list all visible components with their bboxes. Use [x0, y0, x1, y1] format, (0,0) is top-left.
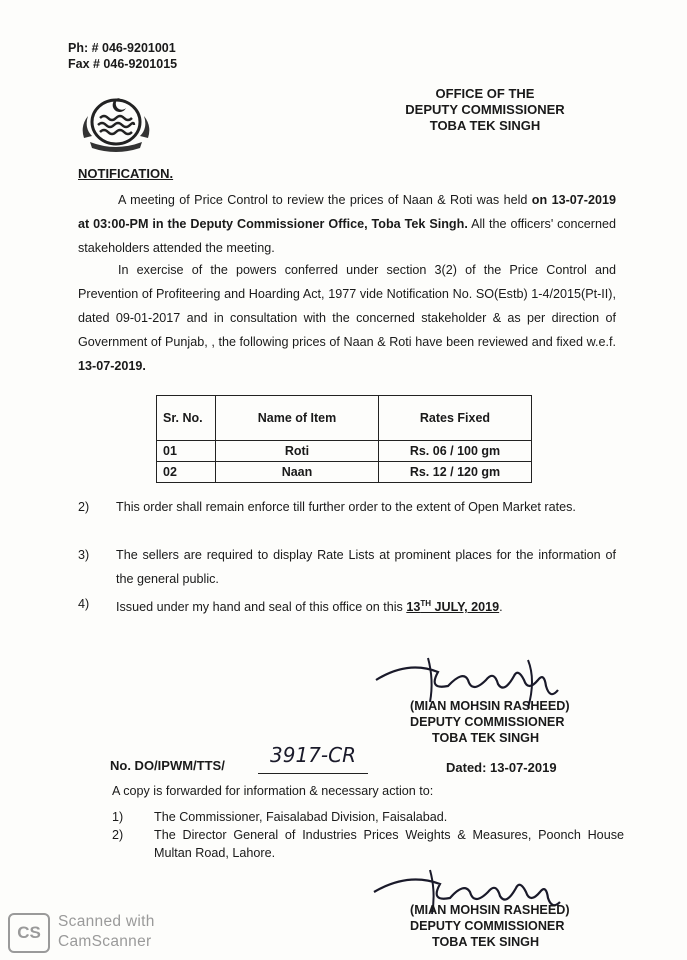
item-number: 3) [78, 548, 90, 562]
office-line-1: OFFICE OF THE [435, 86, 535, 101]
header-rates-fixed: Rates Fixed [379, 396, 532, 441]
item-number: 2) [78, 500, 90, 514]
paragraph-meeting [78, 188, 616, 260]
copy-forwarded-line: A copy is forwarded for information & necessary action to: [112, 784, 434, 798]
punjab-emblem-icon [70, 92, 162, 154]
item-text: This order shall remain enforce till further order to the extent of Open Market rates. [116, 500, 576, 514]
header-sr-no: Sr. No. [157, 396, 216, 441]
signatory-designation: DEPUTY COMMISSIONER [410, 715, 565, 729]
list-item [78, 495, 618, 545]
para2-effective-date: 13-07-2019. [78, 359, 146, 373]
item-number: 2) [112, 828, 124, 842]
list-item [78, 592, 618, 618]
camscanner-logo-icon: CS [8, 913, 50, 953]
para1-part-a: A meeting of Price Control to review the prices of Naan & Roti was held [118, 193, 528, 207]
signatory-name: (MIAN MOHSIN RASHEED) [410, 903, 570, 917]
item-number: 4) [78, 597, 90, 611]
paragraph-powers [78, 258, 616, 378]
dated-label: Dated: 13-07-2019 [446, 760, 557, 775]
camscanner-watermark [58, 912, 155, 952]
office-line-2: DEPUTY COMMISSIONER [405, 102, 565, 117]
para2-text: In exercise of the powers conferred under section 3(2) of the Price Control and Prevention of Profiteering and Hoarding Act, 1977 vide Notification No. SO(Estb) 1-4/2015(Pt-II), dated 09-01-2017 and in consultation with the concerned stakeholder & as per direction of Government of Punjab, , the following prices of Naan & Roti have been reviewed and fixed w.e.f. [78, 263, 616, 349]
fax-number: Fax # 046-9201015 [68, 57, 178, 71]
office-heading [380, 86, 590, 134]
table-row [157, 441, 532, 462]
reference-number-handwritten: 3917-CR [258, 743, 368, 774]
table-row [157, 462, 532, 483]
signatory-place: TOBA TEK SINGH [432, 731, 540, 745]
para1-part-c: All the officers' concerned stakeholders attended the meeting. [78, 217, 616, 255]
issue-date-suffix: TH [420, 599, 431, 608]
list-item [78, 543, 618, 593]
issued-end: . [499, 600, 503, 615]
cell-sr: 01 [157, 441, 216, 462]
watermark-line-2: CamScanner [58, 933, 152, 950]
para1-meeting-details: on 13-07-2019 at 03:00-PM in the Deputy Commissioner Office, Toba Tek Singh. [78, 193, 616, 231]
item-number: 1) [112, 810, 124, 824]
signatory-designation: DEPUTY COMMISSIONER [410, 919, 565, 933]
issue-date-day: 13 [406, 600, 421, 615]
signature-block-1 [410, 698, 570, 746]
contact-info [68, 40, 177, 72]
cell-rate: Rs. 06 / 100 gm [379, 441, 532, 462]
reference-number-label: No. DO/IPWM/TTS/ [110, 758, 225, 773]
list-item [112, 808, 622, 828]
phone-number: Ph: # 046-9201001 [68, 41, 176, 55]
item-text: The Director General of Industries Prices Weights & Measures, Poonch House Multan Road, Lahore. [154, 828, 624, 860]
signatory-name: (MIAN MOHSIN RASHEED) [410, 699, 570, 713]
item-text: The Commissioner, Faisalabad Division, Faisalabad. [154, 810, 448, 824]
cell-item: Roti [216, 441, 379, 462]
table-header-row [157, 396, 532, 441]
issue-date [406, 600, 499, 614]
item-text [116, 592, 616, 619]
notification-heading: NOTIFICATION. [78, 166, 174, 181]
header-item-name: Name of Item [216, 396, 379, 441]
cell-rate: Rs. 12 / 120 gm [379, 462, 532, 483]
cell-item: Naan [216, 462, 379, 483]
issue-date-rest: JULY, 2019 [431, 600, 500, 615]
watermark-line-1: Scanned with [58, 913, 155, 930]
cell-sr: 02 [157, 462, 216, 483]
issued-text: Issued under my hand and seal of this office on this [116, 600, 407, 615]
office-line-3: TOBA TEK SINGH [429, 118, 541, 133]
rates-table [156, 395, 532, 483]
item-text: The sellers are required to display Rate Lists at prominent places for the information of the general public. [116, 548, 616, 586]
signature-block-2 [410, 902, 570, 950]
signatory-place: TOBA TEK SINGH [432, 935, 540, 949]
